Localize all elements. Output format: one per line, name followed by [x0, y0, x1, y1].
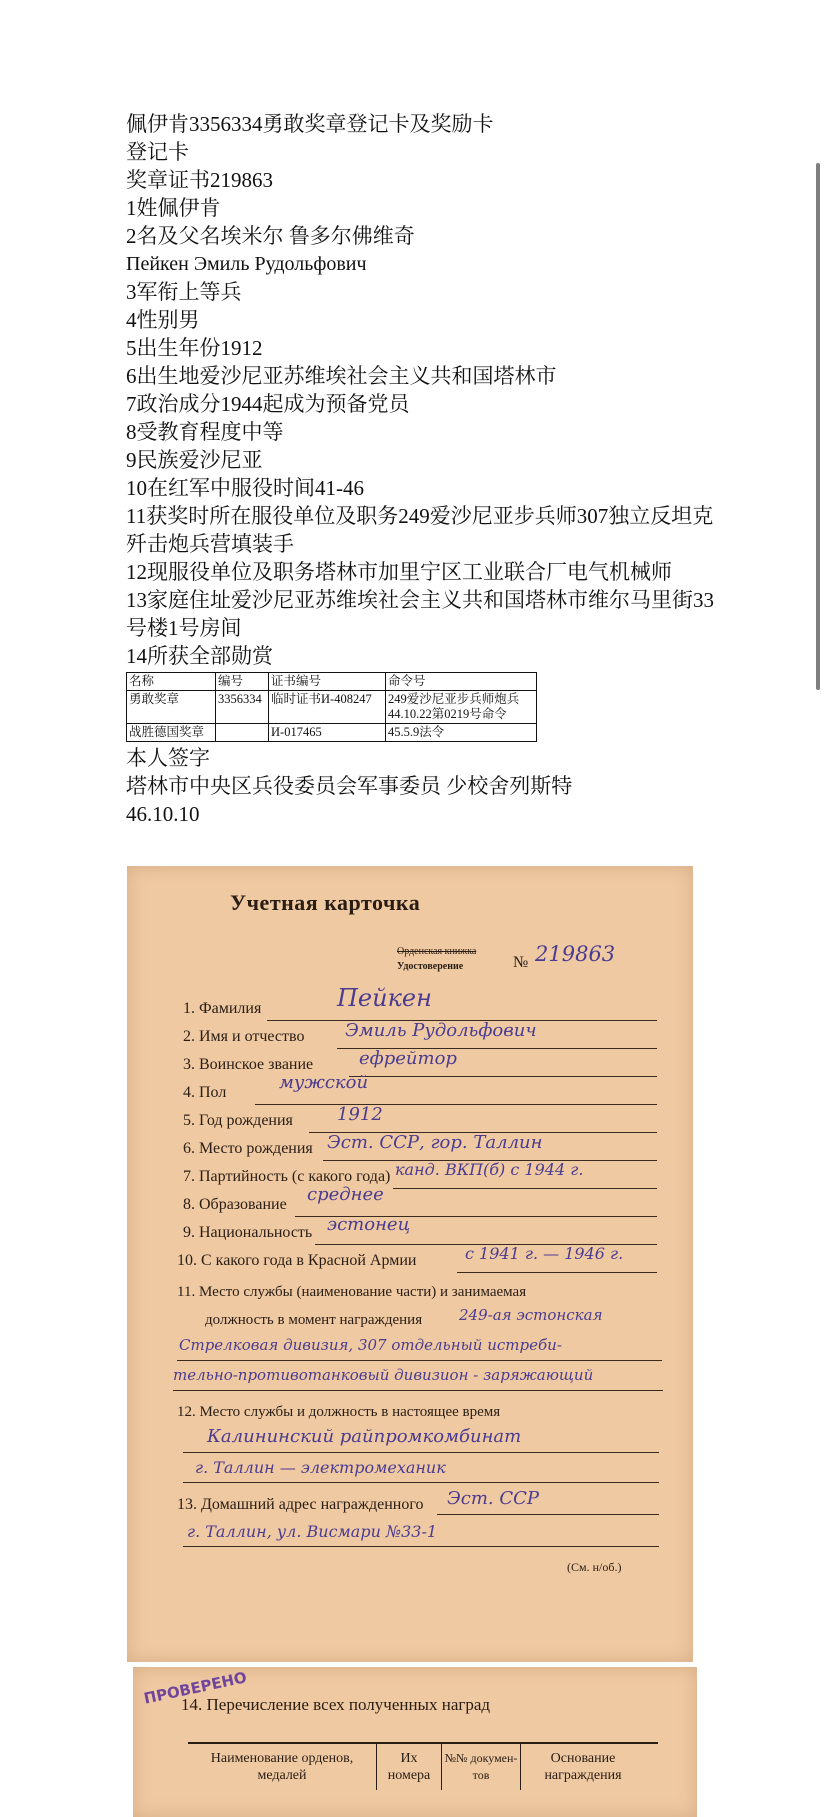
col-award-basis: Основание награждения	[544, 1751, 622, 1783]
transcription	[126, 110, 716, 828]
row-value: Пейкен	[337, 984, 432, 1012]
col-doc-numbers: №№ докумен-тов	[442, 1744, 521, 1790]
row11-label-a: 11. Место службы (наименование части) и занимаемая	[177, 1284, 527, 1300]
row13-value-a: Эст. ССР	[447, 1488, 540, 1509]
field-awards-heading: 14所获全部勋赏	[126, 644, 273, 668]
row-label: 2. Имя и отчество	[183, 1028, 305, 1045]
underline	[349, 1076, 657, 1077]
cert-label: Удостоверение	[397, 961, 464, 972]
commissar-line: 塔林市中央区兵役委员会军事委员 少校舍列斯特	[126, 774, 573, 798]
row-label: 8. Образование	[183, 1196, 287, 1213]
cell: 3356334	[216, 691, 269, 724]
row-value: ефрейтор	[359, 1048, 457, 1069]
row13-value-b: г. Таллин, ул. Висмари №33-1	[187, 1522, 438, 1541]
row-label: 9. Национальность	[183, 1224, 313, 1241]
row12-label: 12. Место службы и должность в настоящее время	[177, 1404, 501, 1420]
row-value: Эмиль Рудольфович	[345, 1020, 537, 1041]
row-value: 1912	[337, 1104, 383, 1125]
awards-list-table-header	[188, 1742, 658, 1790]
issue-date: 46.10.10	[126, 802, 200, 826]
row-label: 7. Партийность (с какого года)	[183, 1168, 391, 1185]
underline	[173, 1390, 663, 1391]
see-back-note: (См. н/об.)	[567, 1560, 622, 1574]
field-sex: 4性别男	[126, 308, 200, 332]
row-value: канд. ВКП(б) с 1944 г.	[395, 1160, 584, 1179]
card-number: 219863	[535, 942, 616, 966]
row12-value-a: Калининский райпромкомбинат	[207, 1426, 522, 1447]
row-value: с 1941 г. — 1946 г.	[465, 1244, 624, 1263]
underline	[393, 1188, 657, 1189]
scanned-awards-card	[133, 1667, 697, 1817]
header-number: 编号	[216, 673, 269, 691]
field-surname: 1姓佩伊肯	[126, 196, 221, 220]
row-label: 6. Место рождения	[183, 1140, 313, 1157]
underline	[437, 1514, 659, 1515]
field-education: 8受教育程度中等	[126, 420, 284, 444]
field-birth-year: 5出生年份1912	[126, 336, 263, 360]
underline	[183, 1452, 659, 1453]
cell	[216, 724, 269, 742]
underline	[177, 1360, 662, 1361]
row11-value-c: тельно-противотанковый дивизион - заряжающий	[173, 1366, 594, 1384]
col-award-numbers: Их номера	[377, 1744, 442, 1790]
struck-label: Орденская книжка	[397, 946, 477, 957]
underline	[183, 1482, 659, 1483]
field-service-years: 10在红军中服役时间41-46	[126, 476, 364, 500]
row12-value-b: г. Таллин — электромеханик	[195, 1458, 446, 1477]
row-value: среднее	[307, 1184, 384, 1205]
row11-value-b: Стрелковая дивизия, 307 отдельный истреби-	[179, 1336, 562, 1354]
row-label: 1. Фамилия	[183, 1000, 262, 1017]
awards-list-heading: 14. Перечисление всех полученных наград	[181, 1695, 491, 1714]
row-label: 10. С какого года в Красной Армии	[177, 1252, 417, 1269]
row-value: Эст. ССР, гор. Таллин	[327, 1132, 543, 1153]
doc-title: 佩伊肯3356334勇敢奖章登记卡及奖励卡	[126, 112, 494, 136]
col-award-name: Наименование орденов, медалей	[188, 1744, 377, 1790]
field-nationality: 9民族爱沙尼亚	[126, 448, 263, 472]
header-cert: 证书编号	[269, 673, 386, 691]
row11-label-b: должность в момент награждения	[205, 1312, 423, 1328]
vertical-scrollbar[interactable]	[816, 163, 820, 690]
field-name-patronymic: 2名及父名埃米尔 鲁多尔佛维奇	[126, 224, 415, 248]
row-value: мужской	[279, 1072, 369, 1093]
table-row	[127, 724, 537, 742]
field-name-russian: Пейкен Эмиль Рудольфович	[126, 253, 367, 275]
underline	[255, 1104, 657, 1105]
header-name: 名称	[127, 673, 216, 691]
signature-label: 本人签字	[126, 746, 210, 770]
cell: 战胜德国奖章	[127, 724, 216, 742]
cell: И-017465	[269, 724, 386, 742]
row-label: 4. Пол	[183, 1084, 227, 1101]
scanned-registration-card	[127, 866, 693, 1662]
row-label: 3. Воинское звание	[183, 1056, 314, 1073]
table-row	[127, 691, 537, 724]
row13-label: 13. Домашний адрес награжденного	[177, 1496, 424, 1513]
cell: 临时证书И-408247	[269, 691, 386, 724]
certificate-number: 奖章证书219863	[126, 168, 273, 192]
field-rank: 3军衔上等兵	[126, 280, 242, 304]
field-unit-at-award: 11获奖时所在服役单位及职务249爱沙尼亚步兵师307独立反坦克歼击炮兵营填装手	[126, 504, 714, 556]
row-value: эстонец	[327, 1214, 411, 1235]
underline	[183, 1546, 659, 1547]
number-sign: №	[513, 954, 529, 971]
cell: 249爱沙尼亚步兵师炮兵44.10.22第0219号命令	[386, 691, 537, 724]
field-address: 13家庭住址爱沙尼亚苏维埃社会主义共和国塔林市维尔马里街33号楼1号房间	[126, 588, 714, 640]
card-title: Учетная карточка	[230, 890, 421, 915]
header-order: 命令号	[386, 673, 537, 691]
field-birthplace: 6出生地爱沙尼亚苏维埃社会主义共和国塔林市	[126, 364, 557, 388]
awards-table	[126, 672, 537, 742]
cell: 45.5.9法令	[386, 724, 537, 742]
field-party: 7政治成分1944起成为预备党员	[126, 392, 410, 416]
underline	[457, 1272, 657, 1273]
field-current-job: 12现服役单位及职务塔林市加里宁区工业联合厂电气机械师	[126, 560, 672, 584]
awards-table-header	[127, 673, 537, 691]
row-label: 5. Год рождения	[183, 1112, 293, 1129]
doc-subtitle: 登记卡	[126, 140, 189, 164]
cell: 勇敢奖章	[127, 691, 216, 724]
row11-value-a: 249-ая эстонская	[459, 1306, 603, 1324]
verified-stamp: ПРОВЕРЕНО	[142, 1668, 249, 1708]
